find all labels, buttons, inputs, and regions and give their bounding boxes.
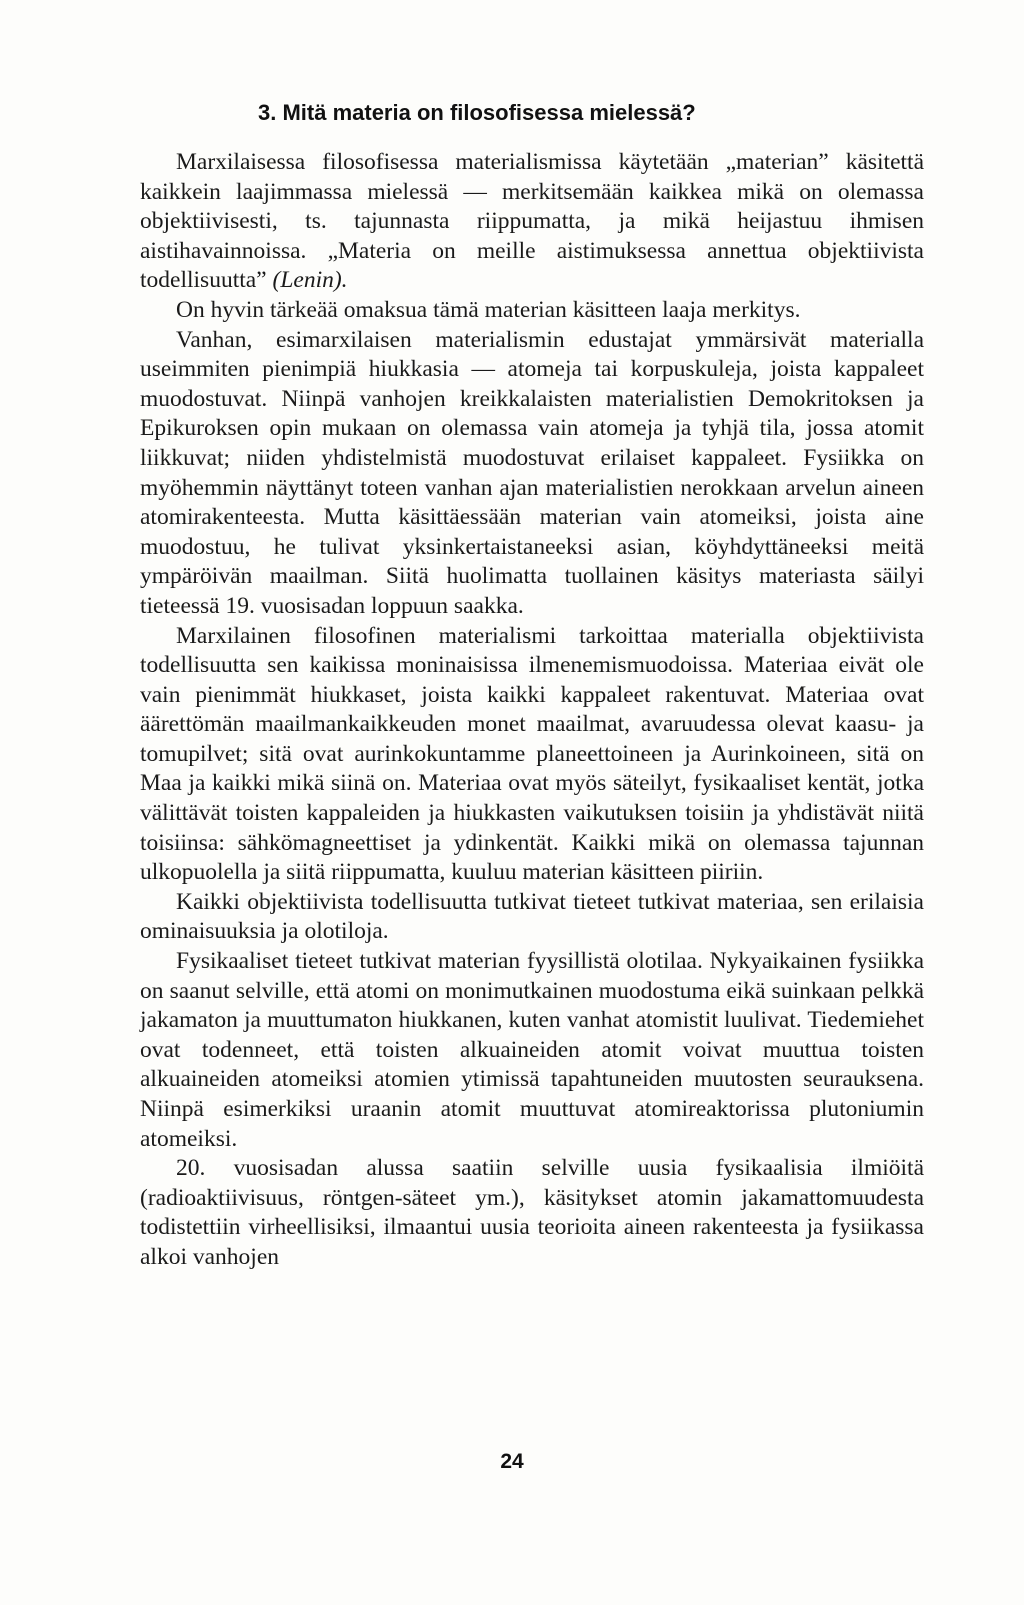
paragraph-4: Marxilainen filosofinen materialismi tarkoittaa materialla objektiivista todellisuutta sen kaikissa moninaisissa ilmenemismuodoissa. Materiaa eivät ole vain pienimmät hiukkaset, joista kaikki kappaleet rakentuvat. Materiaa ovat äärettömän maailmankaikkeuden monet maailmat, avaruudessa olevat kaasu- ja tomupilvet; sitä ovat aurinkokuntamme planeettoineen ja Aurinkoineen, sitä on Maa ja kaikki mikä siinä on. Materiaa ovat myös säteilyt, fysikaaliset kentät, jotka välittävät toisten kappaleiden ja hiukkasten vaikutuksen toisiin ja yhdistävät niitä toisiinsa: sähkömagneettiset ja ydinkentät. Kaikki mikä on olemassa tajunnan ulkopuolella ja siitä riippumatta, kuuluu materian käsitteen piiriin.	[140, 622, 924, 886]
paragraph-7: 20. vuosisadan alussa saatiin selville uusia fysikaalisia ilmiöitä (radioaktiivisuus, röntgen-säteet ym.), käsitykset atomin jakamattomuudesta todistettiin virheellisiksi, ilmaantui uusia teorioita aineen rakenteesta ja fysiikassa alkoi vanhojen	[140, 1155, 924, 1270]
paragraph-1-text: Marxilaisessa filosofisessa materialismissa käytetään „materian” käsitettä kaikkein laajimmassa mielessä — merkitsemään kaikkea mikä on olemassa objektiivisesti, ts. tajunnasta riippumatta, ja mikä heijastuu ihmisen aistihavainnoissa. „Materia on meille aistimuksessa annettua objektiivista todellisuutta”	[140, 149, 924, 294]
paragraph-2: On hyvin tärkeää omaksua tämä materian käsitteen laaja merkitys.	[176, 296, 801, 323]
page-content	[140, 98, 924, 1273]
paragraph-5: Kaikki objektiivista todellisuutta tutkivat tieteet tutkivat materiaa, sen erilaisia ominaisuuksia ja olotiloja.	[140, 888, 924, 945]
citation: (Lenin).	[272, 267, 348, 294]
paragraph-6: Fysikaaliset tieteet tutkivat materian fyysillistä olotilaa. Nykyaikainen fysiikka on saanut selville, että atomi on monimutkainen muodostuma eikä suinkaan pelkkä jakamaton ja muuttumaton hiukkanen, kuten vanhat atomistit luulivat. Tiedemiehet ovat todenneet, että toisten alkuaineiden atomit voivat muuttua toisten alkuaineiden atomeiksi atomien ytimissä tapahtuneiden muutosten seurauksena. Niinpä esimerkiksi uraanin atomit muuttuvat atomireaktorissa plutoniumin atomeiksi.	[140, 948, 924, 1152]
page-number: 24	[500, 1450, 524, 1473]
section-heading: 3. Mitä materia on filosofisessa mielessä?	[258, 100, 696, 125]
paragraph-1	[140, 148, 924, 296]
paragraph-3: Vanhan, esimarxilaisen materialismin edustajat ymmärsivät materialla useimmiten pienimpiä hiukkasia — atomeja tai korpuskuleja, joista kappaleet muodostuvat. Niinpä vanhojen kreikkalaisten materialistien Demokritoksen ja Epikuroksen opin mukaan on olemassa vain atomeja ja tyhjä tila, jossa atomit liikkuvat; niiden yhdistelmistä muodostuvat erilaiset kappaleet. Fysiikka on myöhemmin näyttänyt toteen vanhan ajan materialistien nerokkaan arvelun aineen atomirakenteesta. Mutta käsittäessään materian vain atomeiksi, joista aine muodostuu, he tulivat yksinkertaistaneeksi asian, köyhdyttäneeksi meitä ympäröivän maailman. Siitä huolimatta tuollainen käsitys materiasta säilyi tieteessä 19. vuosisadan loppuun saakka.	[140, 326, 924, 619]
